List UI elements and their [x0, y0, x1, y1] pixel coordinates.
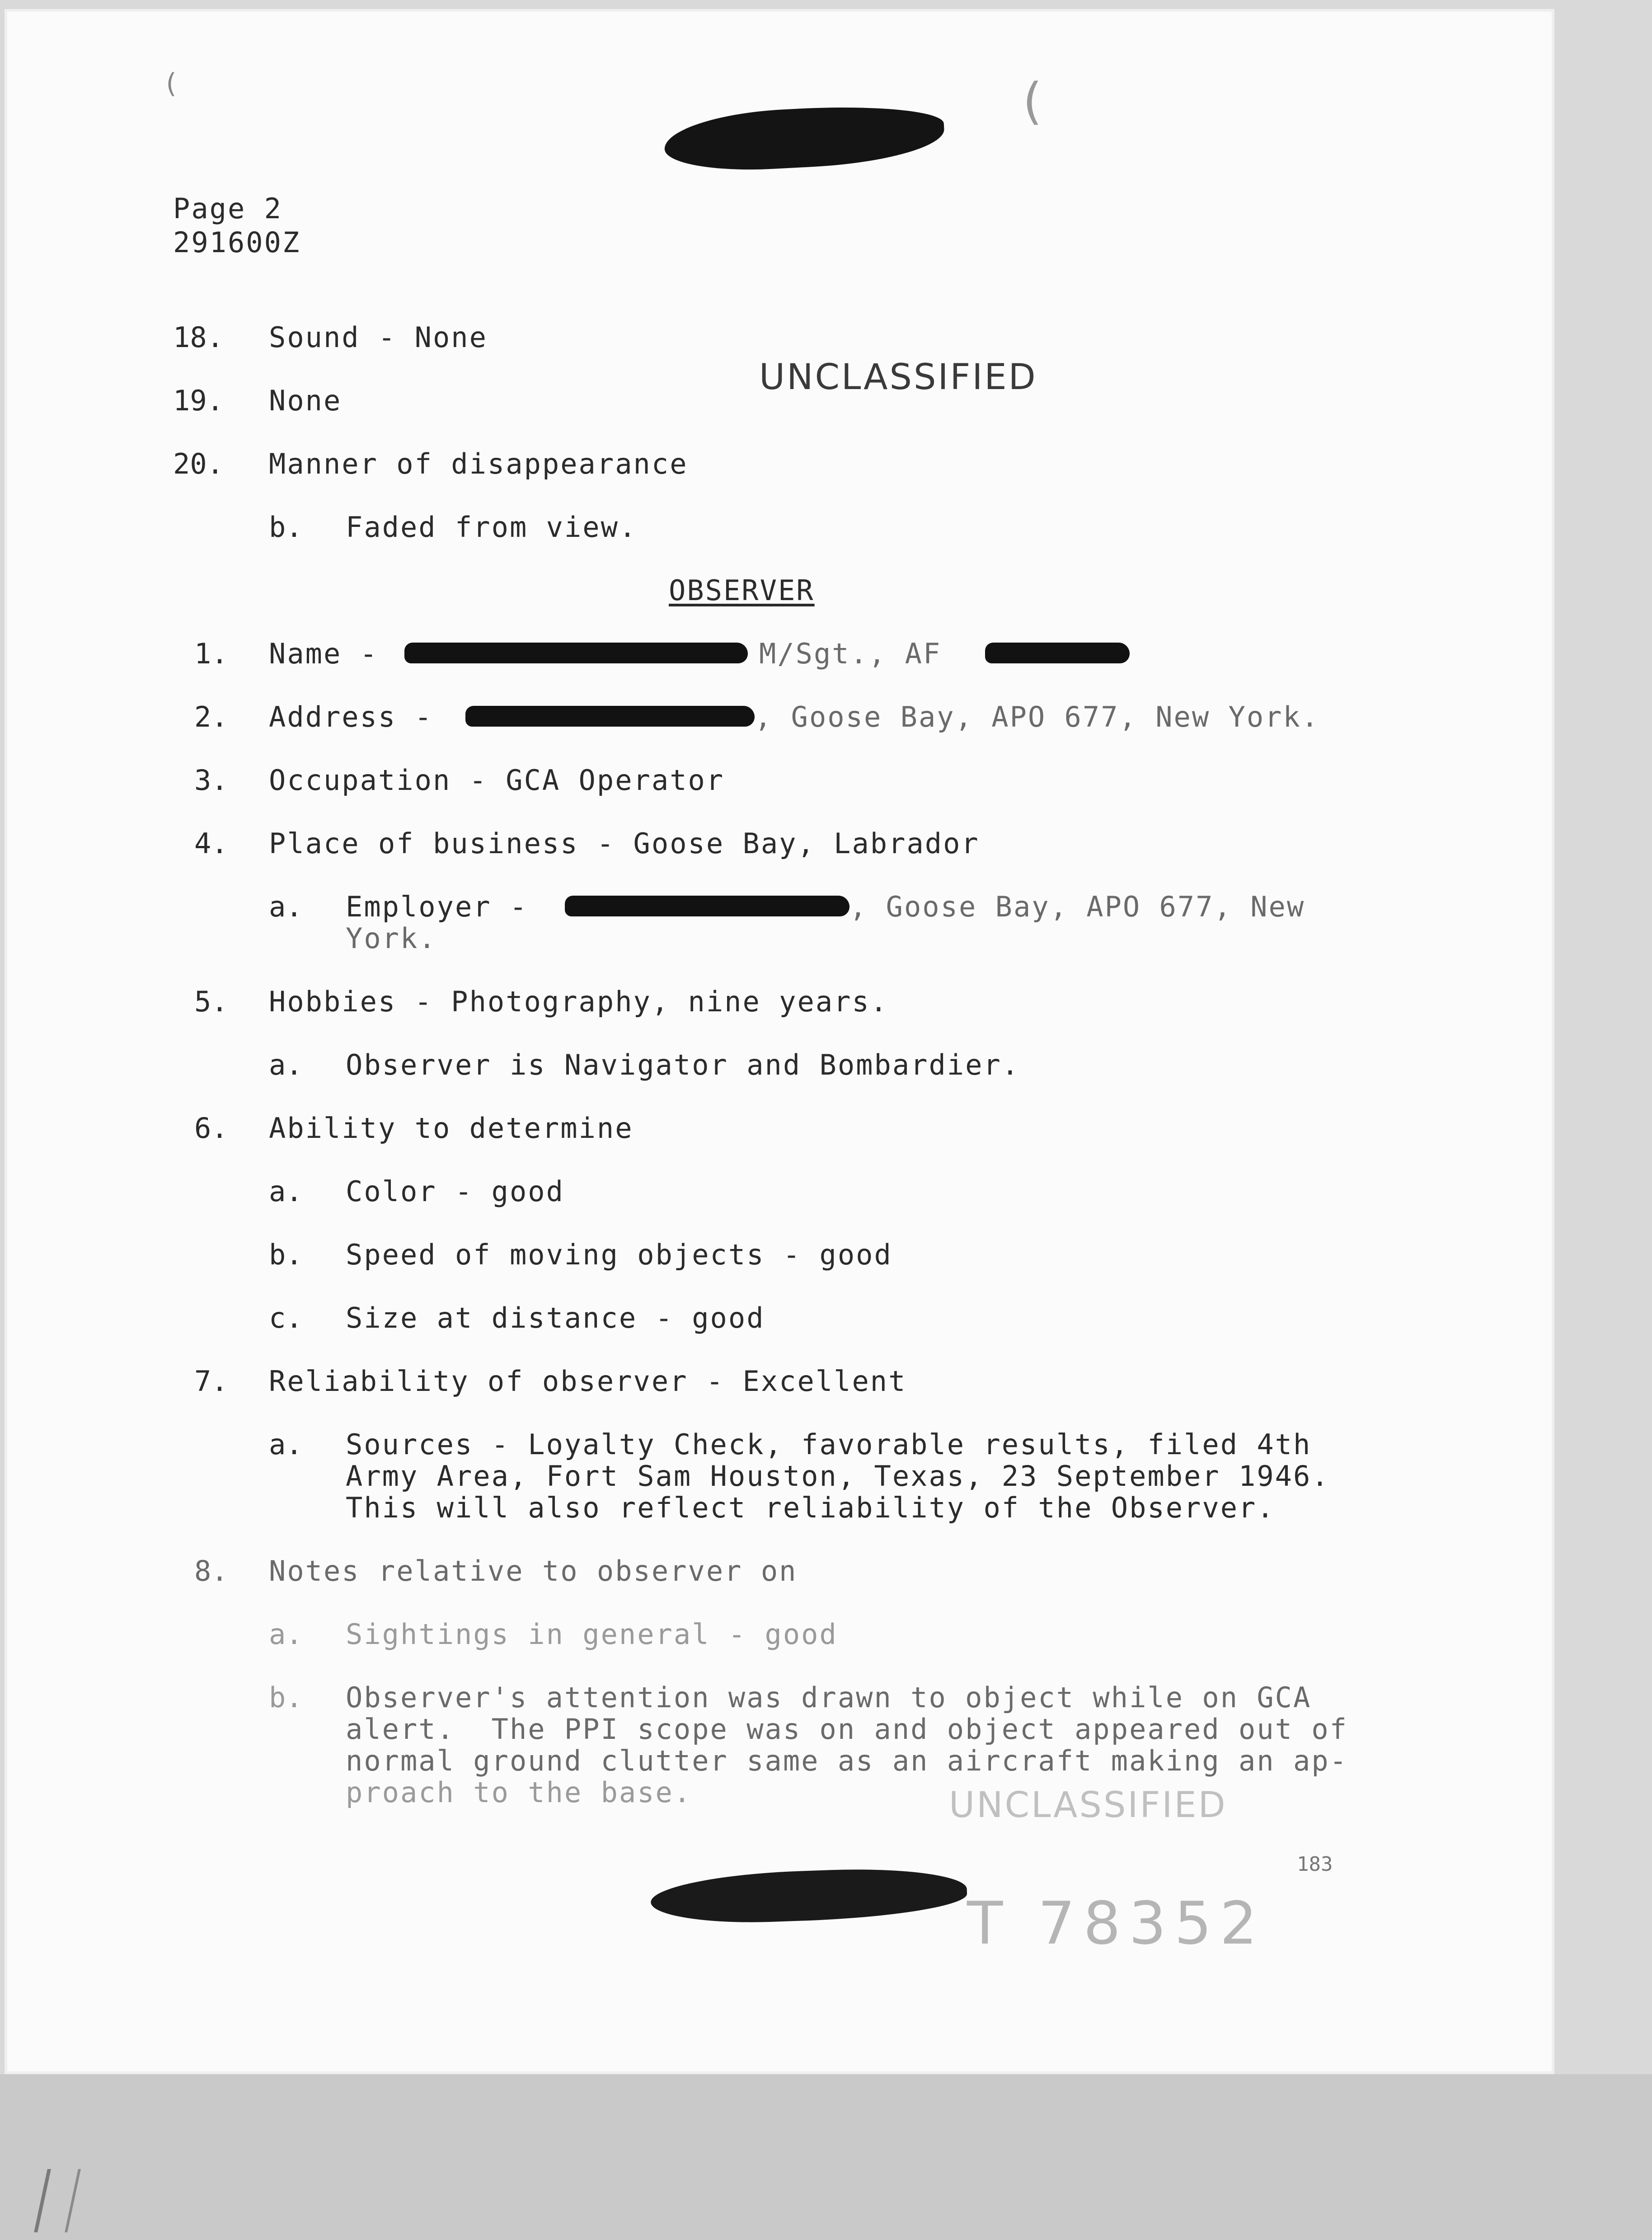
- item-text: M/Sgt., AF: [759, 637, 942, 670]
- subitem-letter: c.: [269, 1301, 303, 1334]
- item-text: York.: [346, 922, 437, 955]
- item-number: 18.: [173, 321, 224, 354]
- subitem-text: Sightings in general - good: [346, 1618, 838, 1651]
- section-title: OBSERVER: [669, 574, 815, 607]
- subitem-letter: a.: [269, 1428, 303, 1461]
- item-label: Name -: [269, 637, 378, 670]
- document-number: T 78352: [967, 1889, 1266, 1958]
- subitem-text: Color - good: [346, 1175, 564, 1208]
- subitem-text: Size at distance - good: [346, 1301, 765, 1334]
- item-number: 8.: [194, 1554, 228, 1587]
- item-text: Manner of disappearance: [269, 447, 688, 480]
- subitem-letter: a.: [269, 1175, 303, 1208]
- subitem-text-line: This will also reflect reliability of the Observer.: [346, 1491, 1275, 1524]
- subitem-text: Speed of moving objects - good: [346, 1238, 892, 1271]
- redaction: [404, 643, 748, 663]
- subitem-text-line: normal ground clutter same as an aircraft making an ap-: [346, 1744, 1348, 1777]
- item-text: Hobbies - Photography, nine years.: [269, 985, 889, 1018]
- date-time-group: 291600Z: [173, 226, 301, 259]
- item-number: 1.: [194, 637, 228, 670]
- item-number: 19.: [173, 384, 224, 417]
- subitem-letter: b.: [269, 1238, 303, 1271]
- item-text: , Goose Bay, APO 677, New: [849, 890, 1305, 923]
- subitem-text: Faded from view.: [346, 511, 638, 544]
- subitem-text-line: alert. The PPI scope was on and object appeared out of: [346, 1713, 1348, 1746]
- punch-mark: (: [163, 68, 179, 99]
- punch-mark: (: [1017, 72, 1047, 130]
- subitem-letter: a.: [269, 890, 303, 923]
- redaction: [565, 896, 849, 916]
- item-text: Notes relative to observer on: [269, 1554, 798, 1587]
- classification-stamp-bottom: UNCLASSIFIED: [949, 1785, 1227, 1826]
- subitem-letter: b.: [269, 511, 303, 544]
- item-number: 7.: [194, 1365, 228, 1398]
- item-text: , Goose Bay, APO 677, New York.: [755, 700, 1320, 733]
- item-text: Occupation - GCA Operator: [269, 764, 725, 797]
- item-number: 2.: [194, 700, 228, 733]
- item-number: 3.: [194, 764, 228, 797]
- item-text: Reliability of observer - Excellent: [269, 1365, 907, 1398]
- item-text: Place of business - Goose Bay, Labrador: [269, 827, 980, 860]
- handwritten-mark: 183: [1297, 1853, 1333, 1876]
- page-number: Page 2: [173, 192, 282, 225]
- item-number: 5.: [194, 985, 228, 1018]
- item-number: 20.: [173, 447, 224, 480]
- item-label: Address -: [269, 700, 433, 733]
- item-label: Employer -: [346, 890, 528, 923]
- subitem-text-line: proach to the base.: [346, 1776, 692, 1809]
- item-text: None: [269, 384, 342, 417]
- subitem-letter: b.: [269, 1681, 303, 1714]
- item-number: 4.: [194, 827, 228, 860]
- item-text: Sound - None: [269, 321, 488, 354]
- subitem-letter: a.: [269, 1048, 303, 1081]
- classification-stamp-top: UNCLASSIFIED: [759, 357, 1037, 398]
- scan-margin: [0, 2074, 1652, 2240]
- redaction: [465, 706, 755, 727]
- scan-artifact: [34, 2169, 81, 2232]
- redaction: [985, 643, 1130, 663]
- subitem-text: Observer is Navigator and Bombardier.: [346, 1048, 1020, 1081]
- subitem-text-line: Sources - Loyalty Check, favorable results, filed 4th: [346, 1428, 1312, 1461]
- item-number: 6.: [194, 1112, 228, 1145]
- subitem-letter: a.: [269, 1618, 303, 1651]
- subitem-text-line: Observer's attention was drawn to object while on GCA: [346, 1681, 1312, 1714]
- item-text: Ability to determine: [269, 1112, 634, 1145]
- subitem-text-line: Army Area, Fort Sam Houston, Texas, 23 September 1946.: [346, 1460, 1330, 1493]
